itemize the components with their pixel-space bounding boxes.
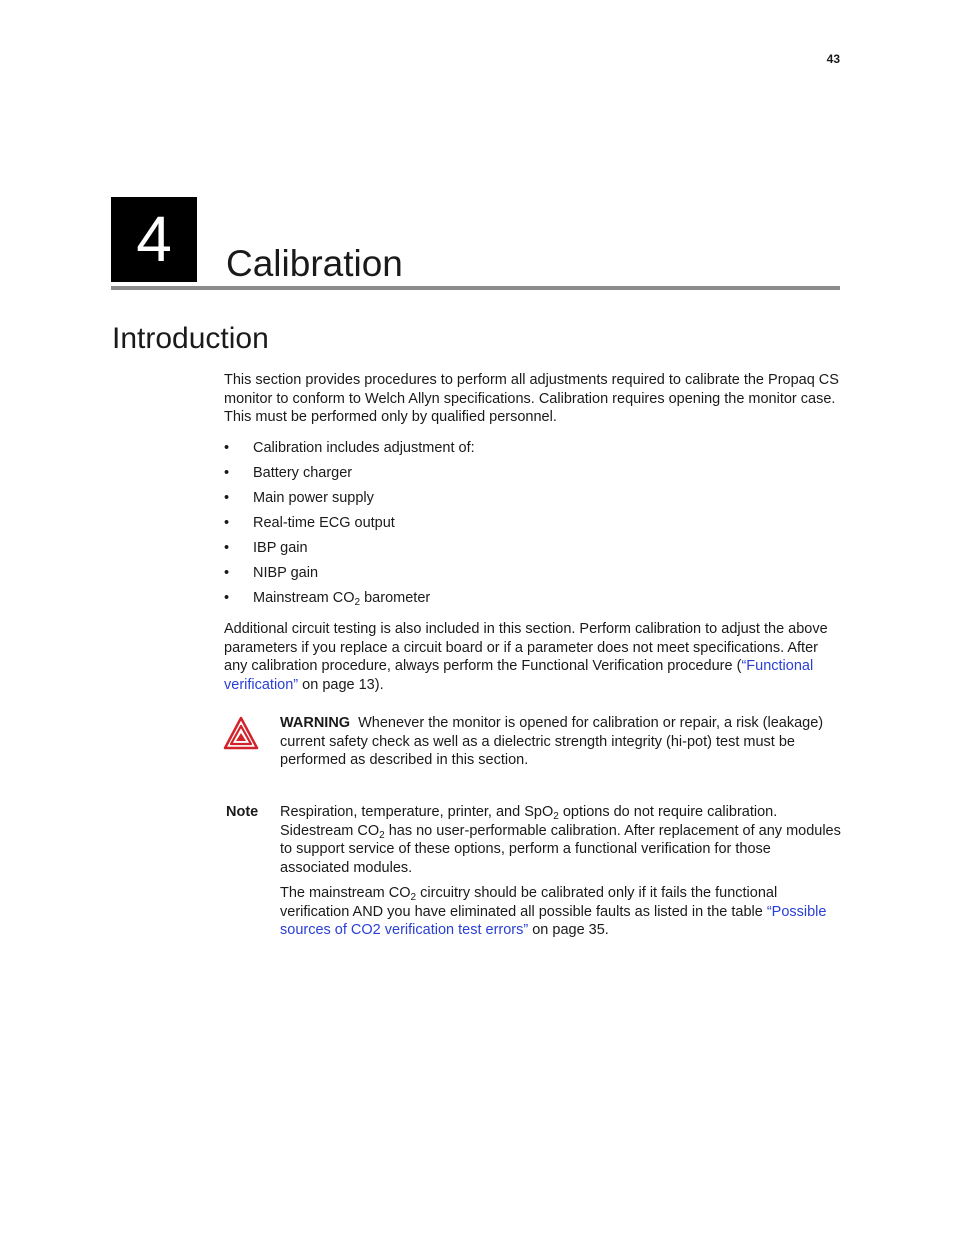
warning-text: Whenever the monitor is opened for calibration or repair, a risk (leakage) current safety check as well as a dielectric strength integrity (hi-pot) test must be performed as described in this section. (280, 715, 824, 769)
list-item-text: Mainstream CO (253, 590, 355, 606)
note-text: has no user-performable calibration. After replacement of any modules to support service of these options, perform a functional verification for those associated modules. (280, 822, 841, 877)
bullet-dot: • (224, 440, 230, 456)
list-item-text: Main power supply (253, 490, 374, 506)
page-number: 43 (826, 52, 840, 66)
chapter-rule (111, 286, 840, 290)
section-title: Introduction (112, 322, 269, 355)
note-label: Note (226, 804, 259, 820)
bullet-dot: • (224, 490, 230, 506)
list-item-text: NIBP gain (253, 565, 319, 581)
bullet-dot: • (224, 465, 230, 481)
warning-label: WARNING (280, 715, 351, 731)
bullet-dot: • (224, 540, 230, 556)
note-paragraph (280, 803, 842, 878)
list-item (224, 563, 824, 588)
list-item-text: barometer (360, 590, 431, 606)
list-item (224, 588, 824, 613)
note-text: circuitry should be calibrated only if it fails the functional verification AND you have eliminated all possible faults as listed in the table (280, 885, 778, 920)
note-text: options do not require calibration. Sidestream CO (280, 804, 778, 839)
list-item-text: IBP gain (253, 540, 308, 556)
chapter-title: Calibration (226, 243, 403, 284)
list-item (224, 538, 824, 563)
bullet-dot: • (224, 565, 230, 581)
note-text: The mainstream CO (280, 885, 411, 901)
list-item (224, 488, 824, 513)
intro-paragraph: This section provides procedures to perform all adjustments required to calibrate the Propaq CS monitor to conform to Welch Allyn specifications. Calibration requires opening the monitor case. This must be performed only by qualified personnel. (224, 372, 839, 426)
warning-block (280, 714, 842, 770)
subscript: 2 (410, 892, 417, 903)
list-item (224, 513, 824, 538)
list-item-text: Calibration includes adjustment of: (253, 440, 475, 456)
paragraph-text: on page 13). (298, 677, 384, 694)
note-text: on page 35. (528, 922, 609, 939)
list-item (224, 438, 824, 463)
circuit-testing-paragraph (224, 620, 842, 695)
warning-triangle-icon (223, 716, 259, 750)
bullet-dot: • (224, 515, 230, 531)
list-item (224, 463, 824, 488)
calibration-list (224, 438, 824, 613)
note-text: Respiration, temperature, printer, and SpO (280, 804, 554, 820)
functional-verification-link[interactable]: “Functional verification” (224, 658, 814, 694)
subscript: 2 (553, 811, 559, 822)
list-item-text: Real-time ECG output (253, 515, 395, 531)
paragraph-text: Additional circuit testing is also included in this section. Perform calibration to adjust the above parameters if you replace a circuit board or if a parameter does not meet specifications. After any calibration procedure, always perform the Functional Verification procedure ( (224, 621, 828, 675)
chapter-number-box: 4 (111, 197, 197, 282)
list-item-text: Battery charger (253, 465, 353, 481)
subscript: 2 (354, 597, 361, 608)
bullet-dot: • (224, 590, 230, 606)
co2-errors-link[interactable]: “Possible sources of CO2 verification test errors” (280, 903, 827, 939)
note-paragraph (280, 884, 842, 940)
subscript: 2 (379, 829, 385, 841)
